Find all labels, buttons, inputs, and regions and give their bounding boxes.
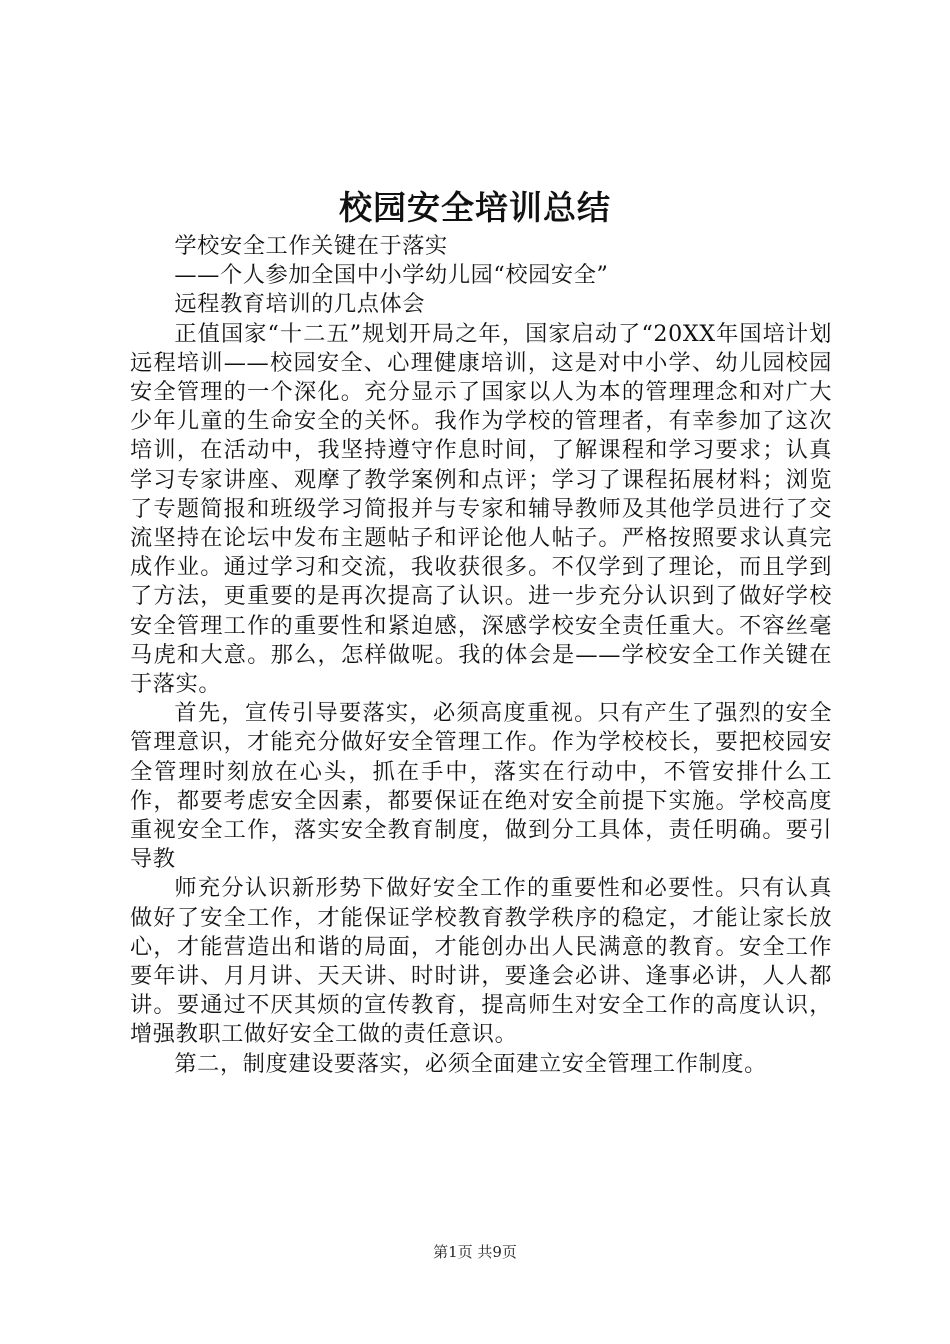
body-paragraph: 第二，制度建设要落实，必须全面建立安全管理工作制度。 — [174, 1050, 767, 1077]
document-body — [130, 232, 832, 1079]
body-paragraph: 首先，宣传引导要落实，必须高度重视。只有产生了强烈的安全管理意识，才能充分做好安全管理工作。作为学校校长，要把校园安全管理时刻放在心头，抓在手中，落实在行动中，不管安排什么工作，都要考虑安全因素，都要保证在绝对安全前提下实施。学校高度重视安全工作，落实安全教育制度，做到分工具体，责任明确。要引导教 — [130, 700, 832, 873]
body-paragraph: 师充分认识新形势下做好安全工作的重要性和必要性。只有认真做好了安全工作，才能保证学校教育教学秩序的稳定，才能让家长放心，才能营造出和谐的局面，才能创办出人民满意的教育。安全工作要年讲、月月讲、天天讲、时时讲，要逢会必讲、逢事必讲，人人都讲。要通过不厌其烦的宣传教育，提高师生对安全工作的高度认识，增强教职工做好安全工做的责任意识。 — [130, 875, 832, 1048]
document-title: 校园安全培训总结 — [339, 188, 611, 227]
subtitle-line: 远程教育培训的几点体会 — [174, 291, 426, 318]
body-paragraph: 正值国家“十二五”规划开局之年，国家启动了“20XX年国培计划远程培训——校园安全、心理健康培训，这是对中小学、幼儿园校园安全管理的一个深化。充分显示了国家以人为本的管理理念和对广大少年儿童的生命安全的关怀。我作为学校的管理者，有幸参加了这次培训，在活动中，我坚持遵守作息时间，了解课程和学习要求；认真学习专家讲座、观摩了教学案例和点评；学习了课程拓展材料；浏览了专题简报和班级学习简报并与专家和辅导教师及其他学员进行了交流坚持在论坛中发布主题帖子和评论他人帖子。严格按照要求认真完成作业。通过学习和交流，我收获很多。不仅学到了理论，而且学到了方法，更重要的是再次提高了认识。进一步充分认识到了做好学校安全管理工作的重要性和紧迫感，深感学校安全责任重大。不容丝毫马虎和大意。那么，怎样做呢。我的体会是——学校安全工作关键在于落实。 — [130, 320, 832, 698]
subtitle-line: 学校安全工作关键在于落实 — [174, 233, 448, 259]
subtitle-line: ——个人参加全国中小学幼儿园“校园安全” — [174, 262, 609, 289]
page-number-footer: 第1页 共9页 — [433, 1243, 517, 1261]
